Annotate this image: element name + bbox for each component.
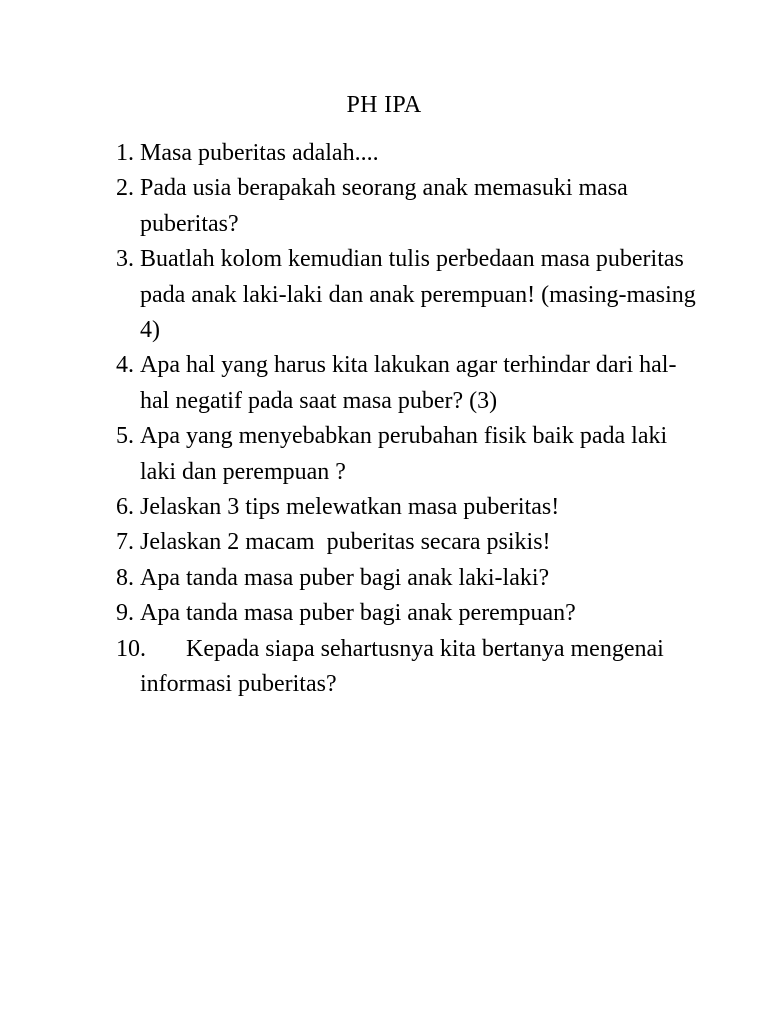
- question-number: 1.: [116, 140, 134, 166]
- question-item-1: [116, 136, 696, 171]
- question-item-4: [116, 348, 696, 419]
- question-text: Buatlah kolom kemudian tulis perbedaan masa puberitas pada anak laki-laki dan anak perempuan! (masing-masing 4): [140, 246, 702, 344]
- question-text: Apa hal yang harus kita lakukan agar terhindar dari hal-hal negatif pada saat masa puber? (3): [140, 352, 677, 414]
- question-item-5: [116, 419, 696, 490]
- question-item-9: [116, 596, 696, 631]
- question-number: 6.: [116, 494, 134, 521]
- question-item-7: [116, 525, 696, 560]
- question-number: 10.: [116, 635, 146, 662]
- question-number: 5.: [116, 423, 134, 450]
- question-number: 9.: [116, 600, 134, 627]
- question-text: Apa tanda masa puber bagi anak perempuan?: [140, 600, 576, 627]
- question-text: Apa yang menyebabkan perubahan fisik baik pada laki laki dan perempuan ?: [140, 423, 674, 485]
- document-title: PH IPA: [346, 92, 422, 118]
- question-number: 4.: [116, 352, 134, 379]
- question-text: Apa tanda masa puber bagi anak laki-laki?: [140, 564, 550, 591]
- question-list: [116, 136, 702, 703]
- question-text: Masa puberitas adalah....: [140, 140, 379, 166]
- question-number: 7.: [116, 529, 134, 556]
- question-item-6: [116, 490, 696, 525]
- question-text: Jelaskan 2 macam puberitas secara psikis!: [140, 529, 551, 556]
- question-number: 3.: [116, 246, 134, 273]
- question-item-2: [116, 171, 696, 242]
- question-item-3: [116, 242, 702, 348]
- question-text: Kepada siapa sehartusnya kita bertanya mengenai informasi puberitas?: [140, 635, 670, 698]
- question-item-10: [116, 632, 696, 703]
- question-text: Jelaskan 3 tips melewatkan masa puberitas!: [140, 494, 560, 521]
- question-number: 8.: [116, 564, 134, 591]
- question-item-8: [116, 561, 696, 596]
- question-number: 2.: [116, 175, 134, 202]
- question-text: Pada usia berapakah seorang anak memasuki masa puberitas?: [140, 175, 634, 237]
